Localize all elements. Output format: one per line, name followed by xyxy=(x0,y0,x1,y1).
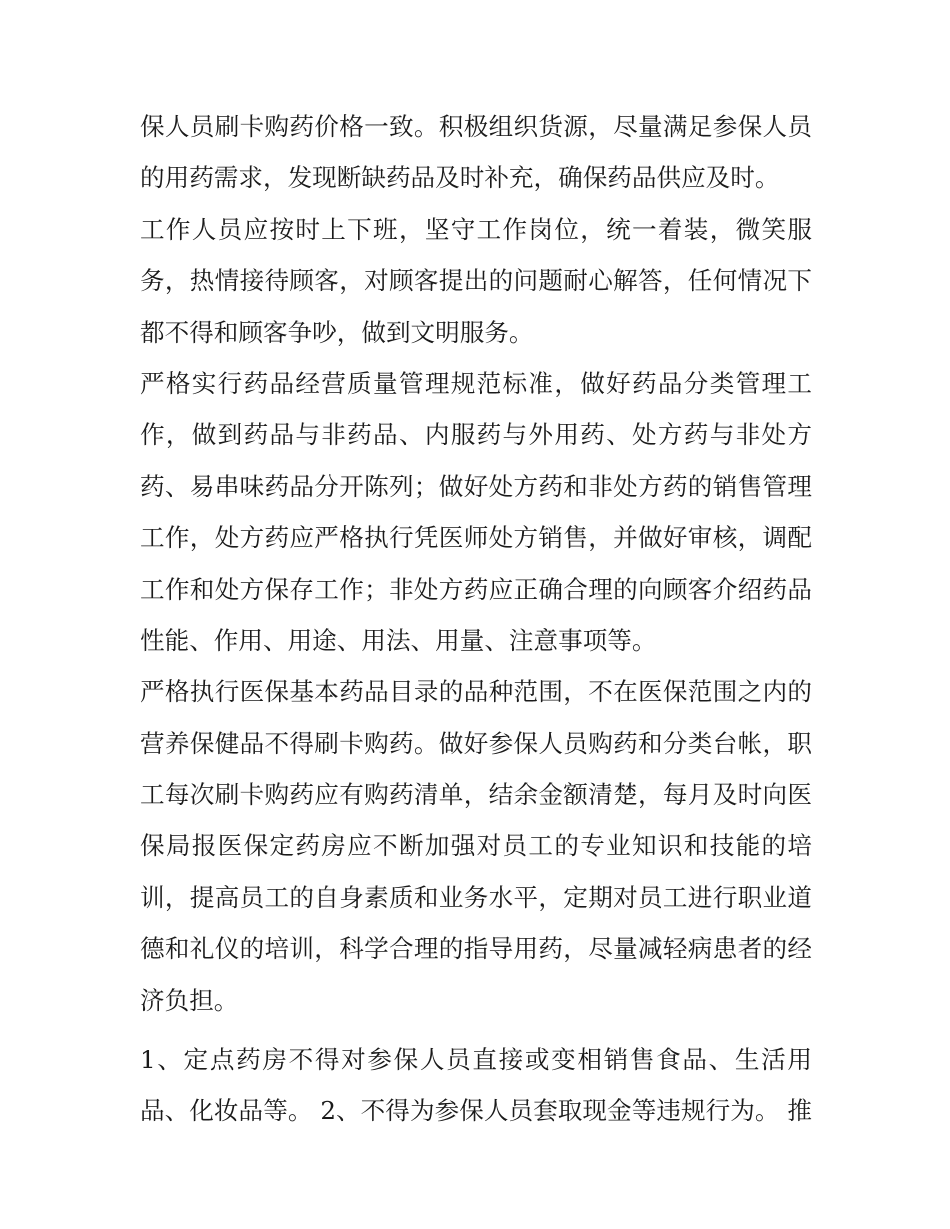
text-line: 保人员刷卡购药价格一致。积极组织货源，尽量满足参保人员 xyxy=(140,112,812,141)
text-line: 性能、作用、用途、用法、用量、注意事项等。 xyxy=(140,625,657,655)
text-line: 济负担。 xyxy=(140,985,239,1015)
document-body xyxy=(140,101,812,1137)
text-line: 务，热情接待顾客，对顾客提出的问题耐心解答，任何情况下 xyxy=(140,266,812,296)
text-line: 品、化妆品等。 2、不得为参保人员套取现金等违规行为。 推 xyxy=(140,1096,812,1126)
text-line: 保局报医保定药房应不断加强对员工的专业知识和技能的培 xyxy=(140,831,812,861)
text-line: 工每次刷卡购药应有购药清单，结余金额清楚，每月及时向医 xyxy=(140,780,812,810)
text-line: 工作，处方药应严格执行凭医师处方销售，并做好审核，调配 xyxy=(140,523,812,553)
paragraph-spacer xyxy=(140,1026,812,1034)
text-line: 工作人员应按时上下班，坚守工作岗位，统一着装，微笑服 xyxy=(140,214,812,244)
text-line: 严格实行药品经营质量管理规范标准，做好药品分类管理工 xyxy=(140,368,812,398)
text-line: 训，提高员工的自身素质和业务水平，定期对员工进行职业道 xyxy=(140,882,812,912)
paragraph-1 xyxy=(140,101,812,204)
text-line: 严格执行医保基本药品目录的品种范围，不在医保范围之内的 xyxy=(140,677,812,707)
text-line: 营养保健品不得刷卡购药。做好参保人员购药和分类台帐，职 xyxy=(140,728,812,758)
text-line: 作，做到药品与非药品、内服药与外用药、处方药与非处方 xyxy=(140,420,812,450)
text-line: 德和礼仪的培训，科学合理的指导用药，尽量减轻病患者的经 xyxy=(140,934,812,964)
text-line: 工作和处方保存工作；非处方药应正确合理的向顾客介绍药品 xyxy=(140,574,812,604)
text-line: 1、定点药房不得对参保人员直接或变相销售食品、生活用 xyxy=(140,1045,812,1075)
paragraph-4 xyxy=(140,666,812,1026)
paragraph-5 xyxy=(140,1034,812,1137)
text-line: 都不得和顾客争吵，做到文明服务。 xyxy=(140,317,534,347)
paragraph-2 xyxy=(140,204,812,358)
paragraph-3 xyxy=(140,358,812,666)
text-line: 的用药需求，发现断缺药品及时补充，确保药品供应及时。 xyxy=(140,163,780,193)
text-line: 药、易串味药品分开陈列；做好处方药和非处方药的销售管理 xyxy=(140,471,812,501)
